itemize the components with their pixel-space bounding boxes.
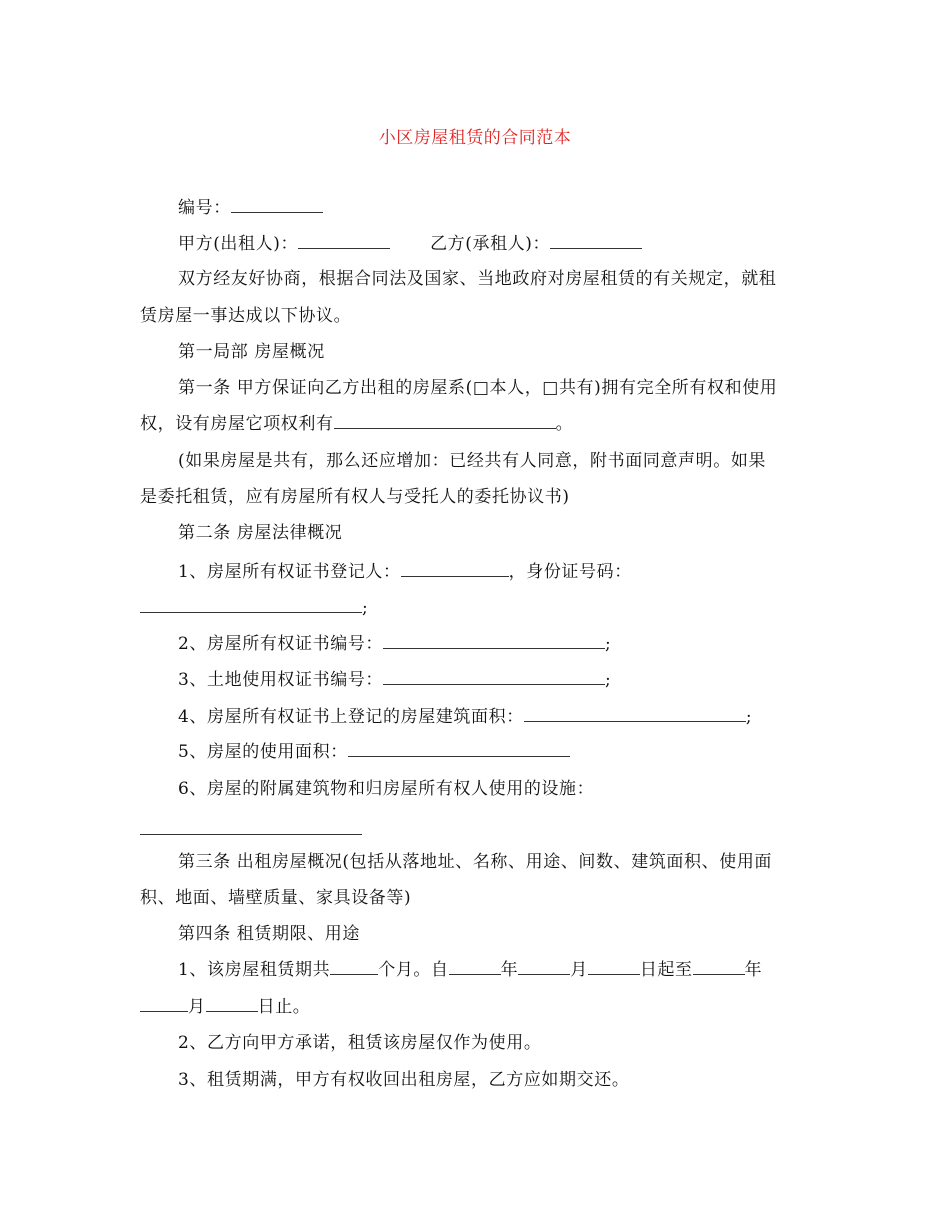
- usable-area-blank: [348, 741, 570, 757]
- id-number-blank: [140, 597, 362, 613]
- term-line-2: [140, 996, 310, 1018]
- article1-line-1: 第一条 甲方保证向乙方出租的房屋系(□本人，□共有)拥有完全所有权和使用: [178, 378, 778, 398]
- use-line-2: 2、乙方向甲方承诺，租赁该房屋仅作为使用。: [178, 1033, 542, 1053]
- party-b-blank: [550, 233, 642, 249]
- article4-heading: 第四条 租赁期限、用途: [178, 924, 361, 944]
- party-b-label: 乙方(承租人)：: [430, 234, 551, 254]
- item3-label: 3、土地使用权证书编号：: [178, 670, 384, 690]
- article3-line-1: 第三条 出租房屋概况(包括从落地址、名称、用途、间数、建筑面积、使用面: [178, 852, 773, 872]
- land-cert-blank: [383, 669, 605, 685]
- item1-line: [178, 561, 632, 583]
- end-year-label: 年: [744, 960, 763, 980]
- intro-line-2: 赁房屋一事达成以下协议。: [140, 306, 352, 326]
- item5-line: [178, 741, 570, 763]
- article1-line-2-end: 。: [555, 414, 574, 434]
- item1-cont-line: [140, 597, 368, 619]
- note-line-2: 是委托租赁，应有房屋所有权人与受托人的委托协议书): [140, 487, 570, 507]
- parties-line: [178, 233, 642, 255]
- item2-line: [178, 633, 611, 655]
- item3-end: ;: [605, 670, 612, 690]
- item6-line: 6、房屋的附属建筑物和归房屋所有权人使用的设施：: [178, 779, 595, 799]
- article3-line-2: 积、地面、墙壁质量、家具设备等): [140, 888, 412, 908]
- other-rights-blank: [334, 413, 556, 429]
- end-day-label: 日止。: [257, 997, 311, 1017]
- item1-end: ;: [362, 598, 369, 618]
- party-a-label: 甲方(出租人)：: [178, 234, 299, 254]
- note-line-1: (如果房屋是共有，那么还应增加：已经共有人同意，附书面同意声明。如果: [178, 451, 767, 471]
- item5-label: 5、房屋的使用面积：: [178, 742, 348, 762]
- end-month-blank: [140, 996, 188, 1012]
- term-label: 1、该房屋租赁期共: [178, 960, 331, 980]
- item3-line: [178, 669, 611, 691]
- term-to-label: 日起至: [639, 960, 693, 980]
- item4-label: 4、房屋所有权证书上登记的房屋建筑面积：: [178, 707, 524, 727]
- number-blank: [231, 197, 323, 213]
- use-line-3: 3、租赁期满，甲方有权收回出租房屋，乙方应如期交还。: [178, 1070, 630, 1090]
- end-day-blank: [206, 996, 258, 1012]
- term-from-label: 个月。自: [378, 960, 449, 980]
- end-year-blank: [693, 959, 745, 975]
- item4-line: [178, 706, 752, 728]
- article1-line-2: [140, 413, 573, 435]
- article1-line-2-text: 权，设有房屋它项权利有: [140, 414, 334, 434]
- intro-line-1: 双方经友好协商，根据合同法及国家、当地政府对房屋租赁的有关规定，就租: [178, 269, 777, 289]
- end-month-label: 月: [188, 997, 206, 1017]
- party-a-blank: [298, 233, 390, 249]
- start-year-label: 年: [500, 960, 519, 980]
- article2-heading: 第二条 房屋法律概况: [178, 523, 343, 543]
- document-title: 小区房屋租赁的合同范本: [378, 128, 572, 148]
- registrant-blank: [401, 561, 509, 577]
- start-year-blank: [449, 959, 501, 975]
- start-month-blank: [518, 959, 570, 975]
- facilities-blank: [140, 833, 362, 835]
- start-day-blank: [588, 959, 640, 975]
- item4-end: ;: [745, 707, 753, 727]
- item2-end: ;: [605, 634, 612, 654]
- term-line-1: [178, 959, 762, 981]
- contract-number-line: [178, 197, 323, 219]
- building-area-blank: [524, 706, 746, 722]
- item2-label: 2、房屋所有权证书编号：: [178, 634, 384, 654]
- start-month-label: 月: [570, 960, 588, 980]
- months-blank: [330, 959, 378, 975]
- item1-label: 1、房屋所有权证书登记人：: [178, 562, 401, 582]
- part1-heading: 第一局部 房屋概况: [178, 342, 325, 362]
- ownership-cert-blank: [383, 633, 605, 649]
- item1-id-label: ，身份证号码：: [508, 562, 632, 582]
- number-label: 编号：: [178, 198, 231, 218]
